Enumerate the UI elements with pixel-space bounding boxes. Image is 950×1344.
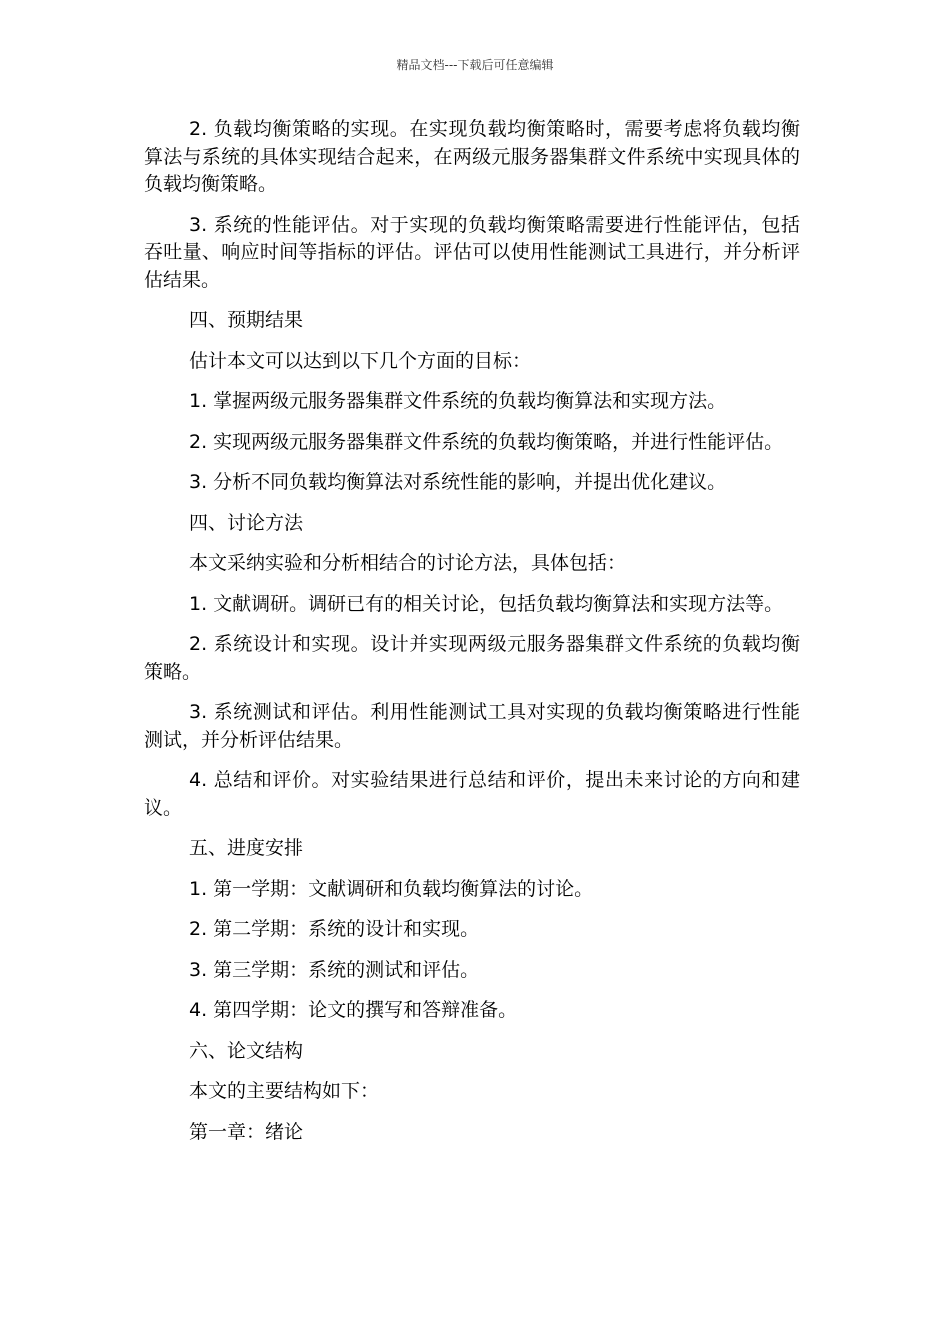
paragraph-evaluation: 3. 系统的性能评估。对于实现的负载均衡策略需要进行性能评估，包括吞吐量、响应时间等指标的评估。评估可以使用性能测试工具进行，并分析评估结果。: [144, 213, 800, 291]
paragraph-structure-intro: 本文的主要结构如下：: [189, 1080, 380, 1102]
list-item-schedule-2: 2. 第二学期：系统的设计和实现。: [189, 918, 480, 940]
document-body: [144, 116, 800, 1159]
section-heading-structure: 六、论文结构: [189, 1039, 304, 1062]
list-item-schedule-1: 1. 第一学期：文献调研和负载均衡算法的讨论。: [189, 877, 594, 900]
list-item-schedule-3: 3. 第三学期：系统的测试和评估。: [189, 958, 480, 981]
list-item-goal-1: 1. 掌握两级元服务器集群文件系统的负载均衡算法和实现方法。: [189, 390, 727, 412]
page-header: 精品文档---下载后可任意编辑: [396, 58, 554, 72]
list-item-goal-2: 2. 实现两级元服务器集群文件系统的负载均衡策略，并进行性能评估。: [189, 430, 784, 453]
list-item-method-3: 3. 系统测试和评估。利用性能测试工具对实现的负载均衡策略进行性能测试，并分析评估结果。: [144, 701, 800, 751]
list-item-schedule-4: 4. 第四学期：论文的撰写和答辩准备。: [189, 999, 518, 1021]
section-heading-expected-results: 四、预期结果: [189, 309, 304, 331]
list-item-method-1: 1. 文献调研。调研已有的相关讨论，包括负载均衡算法和实现方法等。: [189, 592, 784, 615]
list-item-method-4: 4. 总结和评价。对实验结果进行总结和评价，提出未来讨论的方向和建议。: [144, 769, 800, 819]
paragraph-goals-intro: 估计本文可以达到以下几个方面的目标：: [189, 349, 532, 372]
list-item-goal-3: 3. 分析不同负载均衡算法对系统性能的影响，并提出优化建议。: [189, 471, 727, 493]
section-heading-methods: 四、讨论方法: [189, 511, 304, 534]
list-item-chapter-1: 第一章：绪论: [189, 1120, 304, 1143]
paragraph-methods-intro: 本文采纳实验和分析相结合的讨论方法，具体包括：: [189, 552, 627, 574]
list-item-method-2: 2. 系统设计和实现。设计并实现两级元服务器集群文件系统的负载均衡策略。: [144, 633, 800, 683]
paragraph-implementation: 2. 负载均衡策略的实现。在实现负载均衡策略时，需要考虑将负载均衡算法与系统的具体实现结合起来，在两级元服务器集群文件系统中实现具体的负载均衡策略。: [144, 118, 800, 195]
section-heading-schedule: 五、进度安排: [189, 837, 304, 859]
